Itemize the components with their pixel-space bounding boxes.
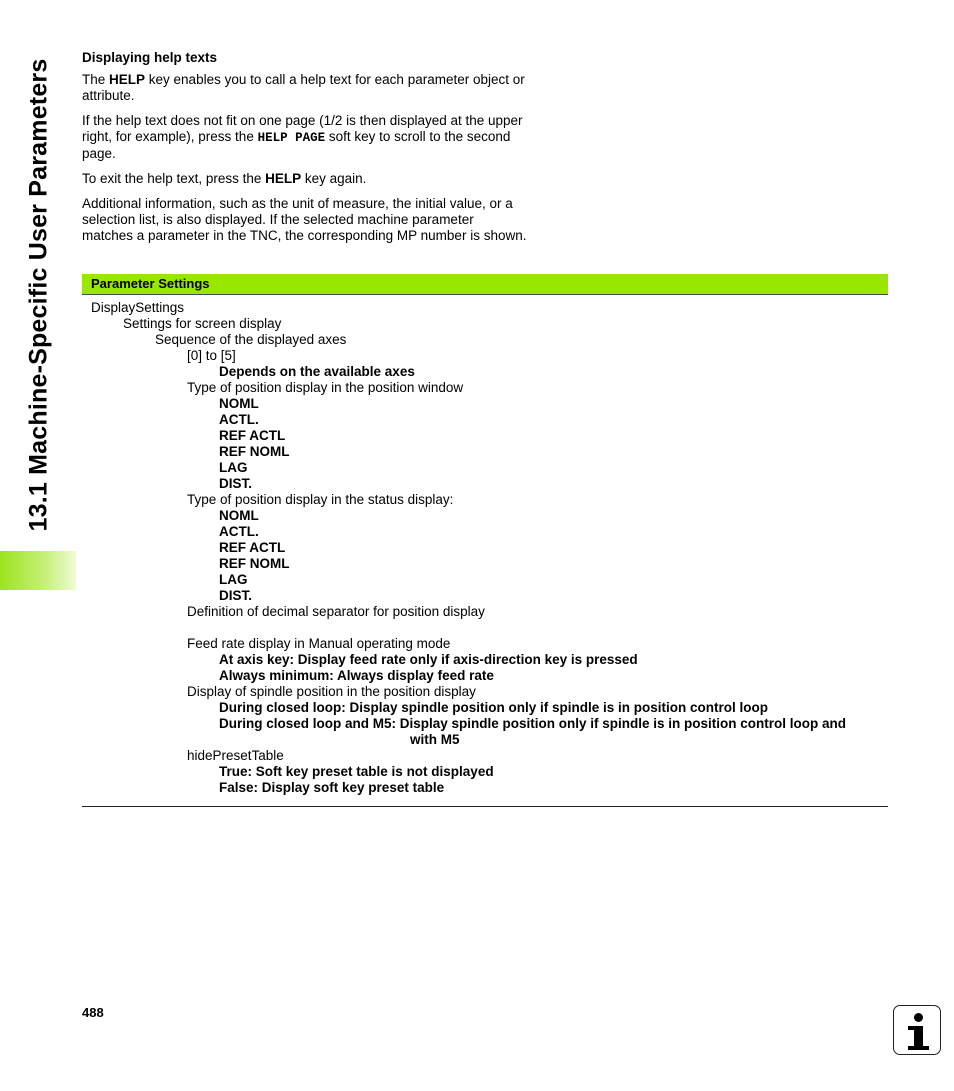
info-icon — [893, 1005, 941, 1055]
chapter-tab-marker — [0, 551, 76, 590]
tree-row: hidePresetTable — [187, 748, 284, 763]
tree-row: REF NOML — [219, 556, 290, 571]
tree-row: During closed loop and M5: Display spindle position only if spindle is in position control loop and — [219, 716, 847, 731]
paragraph-help-key — [82, 72, 527, 104]
tree-row: Always minimum: Always display feed rate — [219, 668, 494, 683]
tree-row: LAG — [219, 572, 248, 587]
tree-row: At axis key: Display feed rate only if axis-direction key is pressed — [219, 652, 638, 667]
tree-spacer — [91, 620, 881, 636]
tree-row: DisplaySettings — [91, 300, 185, 315]
tree-row: Type of position display in the status display: — [187, 492, 454, 507]
text: key enables you to call a help text for each parameter object or attribute. — [82, 72, 525, 103]
tree-row: DIST. — [219, 588, 253, 603]
help-key-label: HELP — [265, 171, 302, 186]
chapter-side-title — [18, 50, 60, 540]
paragraph-help-page — [82, 113, 527, 162]
tree-row: During closed loop: Display spindle position only if spindle is in position control loop — [219, 700, 769, 715]
tree-row: NOML — [219, 508, 259, 523]
tree-row: DIST. — [219, 476, 253, 491]
tree-row: ACTL. — [219, 524, 259, 539]
paragraph-additional-info: Additional information, such as the unit of measure, the initial value, or a selection list, is also displayed. If the selected machine parameter matches a parameter in the TNC, the corresponding MP number is shown. — [82, 196, 527, 243]
tree-row: NOML — [219, 396, 259, 411]
tree-row: [0] to [5] — [187, 348, 236, 363]
parameter-settings-title: Parameter Settings — [91, 276, 210, 291]
parameter-settings-header — [82, 274, 888, 295]
table-bottom-divider — [82, 806, 888, 807]
help-text-section — [82, 50, 527, 253]
tree-row: True: Soft key preset table is not displayed — [219, 764, 494, 779]
chapter-title-text: 13.1 Machine-Specific User Parameters — [24, 58, 53, 532]
tree-row: REF NOML — [219, 444, 290, 459]
help-page-softkey-label: HELP PAGE — [257, 131, 326, 145]
tree-row: False: Display soft key preset table — [219, 780, 445, 795]
tree-row: Display of spindle position in the position display — [187, 684, 476, 699]
text: soft key to scroll to the second page. — [82, 129, 511, 161]
tree-row: Settings for screen display — [123, 316, 282, 331]
info-icon-dot — [914, 1013, 923, 1022]
section-heading: Displaying help texts — [82, 50, 218, 65]
paragraph-exit-help — [82, 171, 527, 187]
tree-row: Sequence of the displayed axes — [155, 332, 347, 347]
tree-row: REF ACTL — [219, 428, 286, 443]
tree-row: with M5 — [410, 732, 460, 747]
help-key-label: HELP — [109, 72, 146, 87]
tree-row: Feed rate display in Manual operating mode — [187, 636, 451, 651]
tree-row: Definition of decimal separator for position display — [187, 604, 485, 619]
text: To exit the help text, press the — [82, 171, 266, 186]
tree-row: Type of position display in the position window — [187, 380, 464, 395]
tree-row: LAG — [219, 460, 248, 475]
tree-row: REF ACTL — [219, 540, 286, 555]
info-icon-foot — [908, 1046, 929, 1050]
text: key again. — [301, 171, 367, 186]
tree-row: Depends on the available axes — [219, 364, 415, 379]
page-number: 488 — [82, 1005, 104, 1020]
text: If the help text does not fit on one page (1/2 is then displayed at the upper right, for example), press the — [82, 113, 523, 144]
tree-row: ACTL. — [219, 412, 259, 427]
text: The — [82, 72, 110, 87]
parameter-tree — [91, 300, 881, 796]
